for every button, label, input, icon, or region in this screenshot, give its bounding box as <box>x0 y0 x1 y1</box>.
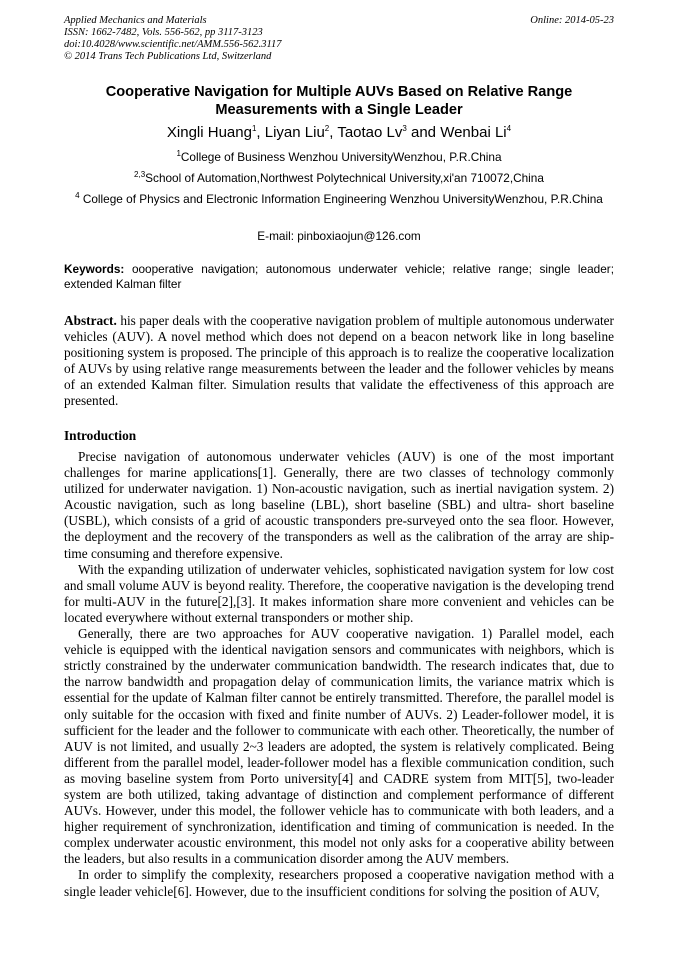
author-sep: and <box>406 124 441 141</box>
author-sep: , <box>329 124 338 141</box>
abstract-label: Abstract. <box>64 313 117 328</box>
journal-header <box>64 15 281 63</box>
paragraph: With the expanding utilization of underwater vehicles, sophisticated navigation system for low cost and small volume AUV is beyond reality. Therefore, the cooperative navigation is the developing trend for multi-AUV in the future[2],[3]. It makes information share more convenient and vehicles can be located everywhere without external transponders or mother ship. <box>64 561 614 625</box>
doi-line: doi:10.4028/www.scientific.net/AMM.556-562.3117 <box>64 39 282 50</box>
paper-title: Cooperative Navigation for Multiple AUVs Based on Relative Range Measurements with a Single Leader <box>105 84 573 118</box>
affiliation <box>70 171 608 186</box>
introduction-body <box>64 449 614 900</box>
author-sep: , <box>256 124 265 141</box>
author-sup: 1 <box>251 124 257 133</box>
paragraph: In order to simplify the complexity, researchers proposed a cooperative navigation method with a single leader vehicle[6]. However, due to the insufficient conditions for solving the position of AUV, <box>64 867 614 899</box>
author-name: Xingli Huang <box>166 124 252 141</box>
author-sup: 3 <box>402 124 407 133</box>
keywords <box>64 262 614 292</box>
affiliation <box>70 192 608 207</box>
author-sup: 2 <box>324 124 330 133</box>
abstract <box>64 313 614 410</box>
author-list <box>64 123 614 143</box>
copyright-line: © 2014 Trans Tech Publications Ltd, Switzerland <box>64 51 272 62</box>
issn-line: ISSN: 1662-7482, Vols. 556-562, pp 3117-3123 <box>64 27 263 38</box>
affiliation-text: College of Business Wenzhou UniversityWenzhou, P.R.China <box>180 150 502 164</box>
abstract-text: his paper deals with the cooperative navigation problem of multiple autonomous underwater vehicles (AUV). A novel method which does not depend on a beacon network like in long baseline positioning system is proposed. The principle of this approach is to realize the cooperative localization of AUVs by using relative range measurements between the leader and the follower vehicles by means of an extended Kalman filter. Simulation results that validate the effectiveness of this approach are presented. <box>64 313 614 409</box>
contact-email: E-mail: pinboxiaojun@126.com <box>257 229 421 243</box>
author-name: Liyan Liu <box>264 124 325 141</box>
author-name: Wenbai Li <box>440 124 507 141</box>
author-sup: 4 <box>506 124 512 133</box>
author-name: Taotao Lv <box>337 124 403 141</box>
journal-name: Applied Mechanics and Materials <box>64 15 207 26</box>
keywords-text: oooperative navigation; autonomous underwater vehicle; relative range; single leader; extended Kalman filter <box>64 262 614 291</box>
affiliation-sup: 4 <box>75 191 80 201</box>
paragraph: Generally, there are two approaches for AUV cooperative navigation. 1) Parallel model, each vehicle is equipped with the identical navigation sensors and communicates with neighbors, which is strictly constrained by the underwater communication bandwidth. The research indicates that, due to the narrow bandwidth and propagation delay of communication limits, the variance matrix which is essential for the update of Kalman filter cannot be entirely transmitted. Therefore, the parallel model is only suitable for the occasion with fixed and finite number of AUVs. 2) Leader-follower model, it is sufficient for the leader and the follower to communicate with each other. Theoretically, the number of AUV is not limited, and usually 2~3 leaders are adopted, the system is relatively complicated. Being different from the parallel model, leader-follower model has a flexible communication condition, such as moving baseline system from Porto university[4] and CADRE system from MIT[5], two-leader system are both utilized, taking advantage of distinction and complement performance of different AUVs. However, under this model, the follower vehicle has to communicate with both leaders, and a higher requirement of synchronization, identification and timing of communication is needed. In the complex underwater acoustic environment, this model not only asks for a cooperative ability between the leaders, but also results in a communication disorder among the AUV members. <box>64 626 614 867</box>
section-heading: Introduction <box>64 428 137 443</box>
affiliation-sup: 2,3 <box>134 170 146 180</box>
affiliation-text: College of Physics and Electronic Information Engineering Wenzhou UniversityWenzhou, P.R.China <box>79 192 603 206</box>
affiliation-sup: 1 <box>176 149 181 159</box>
online-date: Online: 2014-05-23 <box>530 15 614 26</box>
affiliation <box>70 150 608 165</box>
affiliation-text: School of Automation,Northwest Polytechnical University,xi'an 710072,China <box>145 171 544 185</box>
paragraph: Precise navigation of autonomous underwater vehicles (AUV) is one of the most important challenges for marine applications[1]. Generally, there are two classes of technology commonly utilized for underwater navigation. 1) Non-acoustic navigation, such as inertial navigation system. 2) Acoustic navigation, such as long baseline (LBL), short baseline (SBL) and ultra- short baseline (USBL), which consists of a grid of acoustic transponders pre-surveyed onto the sea floor. However, the deployment and the recovery of the transponders as well as the calibration of the array are ship-time consuming and therefore expensive. <box>64 449 614 561</box>
keywords-label: Keywords: <box>64 262 125 276</box>
